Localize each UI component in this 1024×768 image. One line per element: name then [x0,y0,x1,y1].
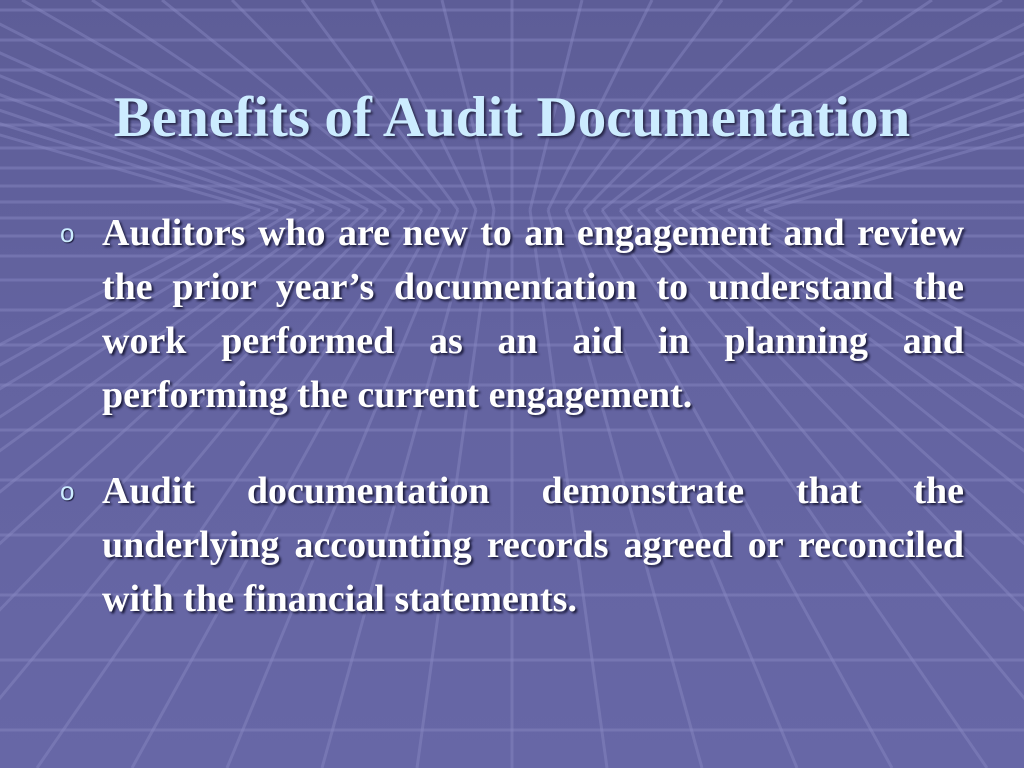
bullet-text: Auditors who are new to an engagement and review the prior year’s documentation to understand the work performed as an aid in planning and performing the current engagement. [102,212,964,416]
bullet-item [60,206,964,422]
bullet-marker: o [60,218,75,248]
bullet-item [60,464,964,626]
bullet-marker: o [60,476,75,506]
bullet-list [60,206,964,626]
bullet-text: Audit documentation demonstrate that the underlying accounting records agreed or reconciled with the financial statements. [102,470,964,620]
slide-title: Benefits of Audit Documentation [113,86,911,149]
